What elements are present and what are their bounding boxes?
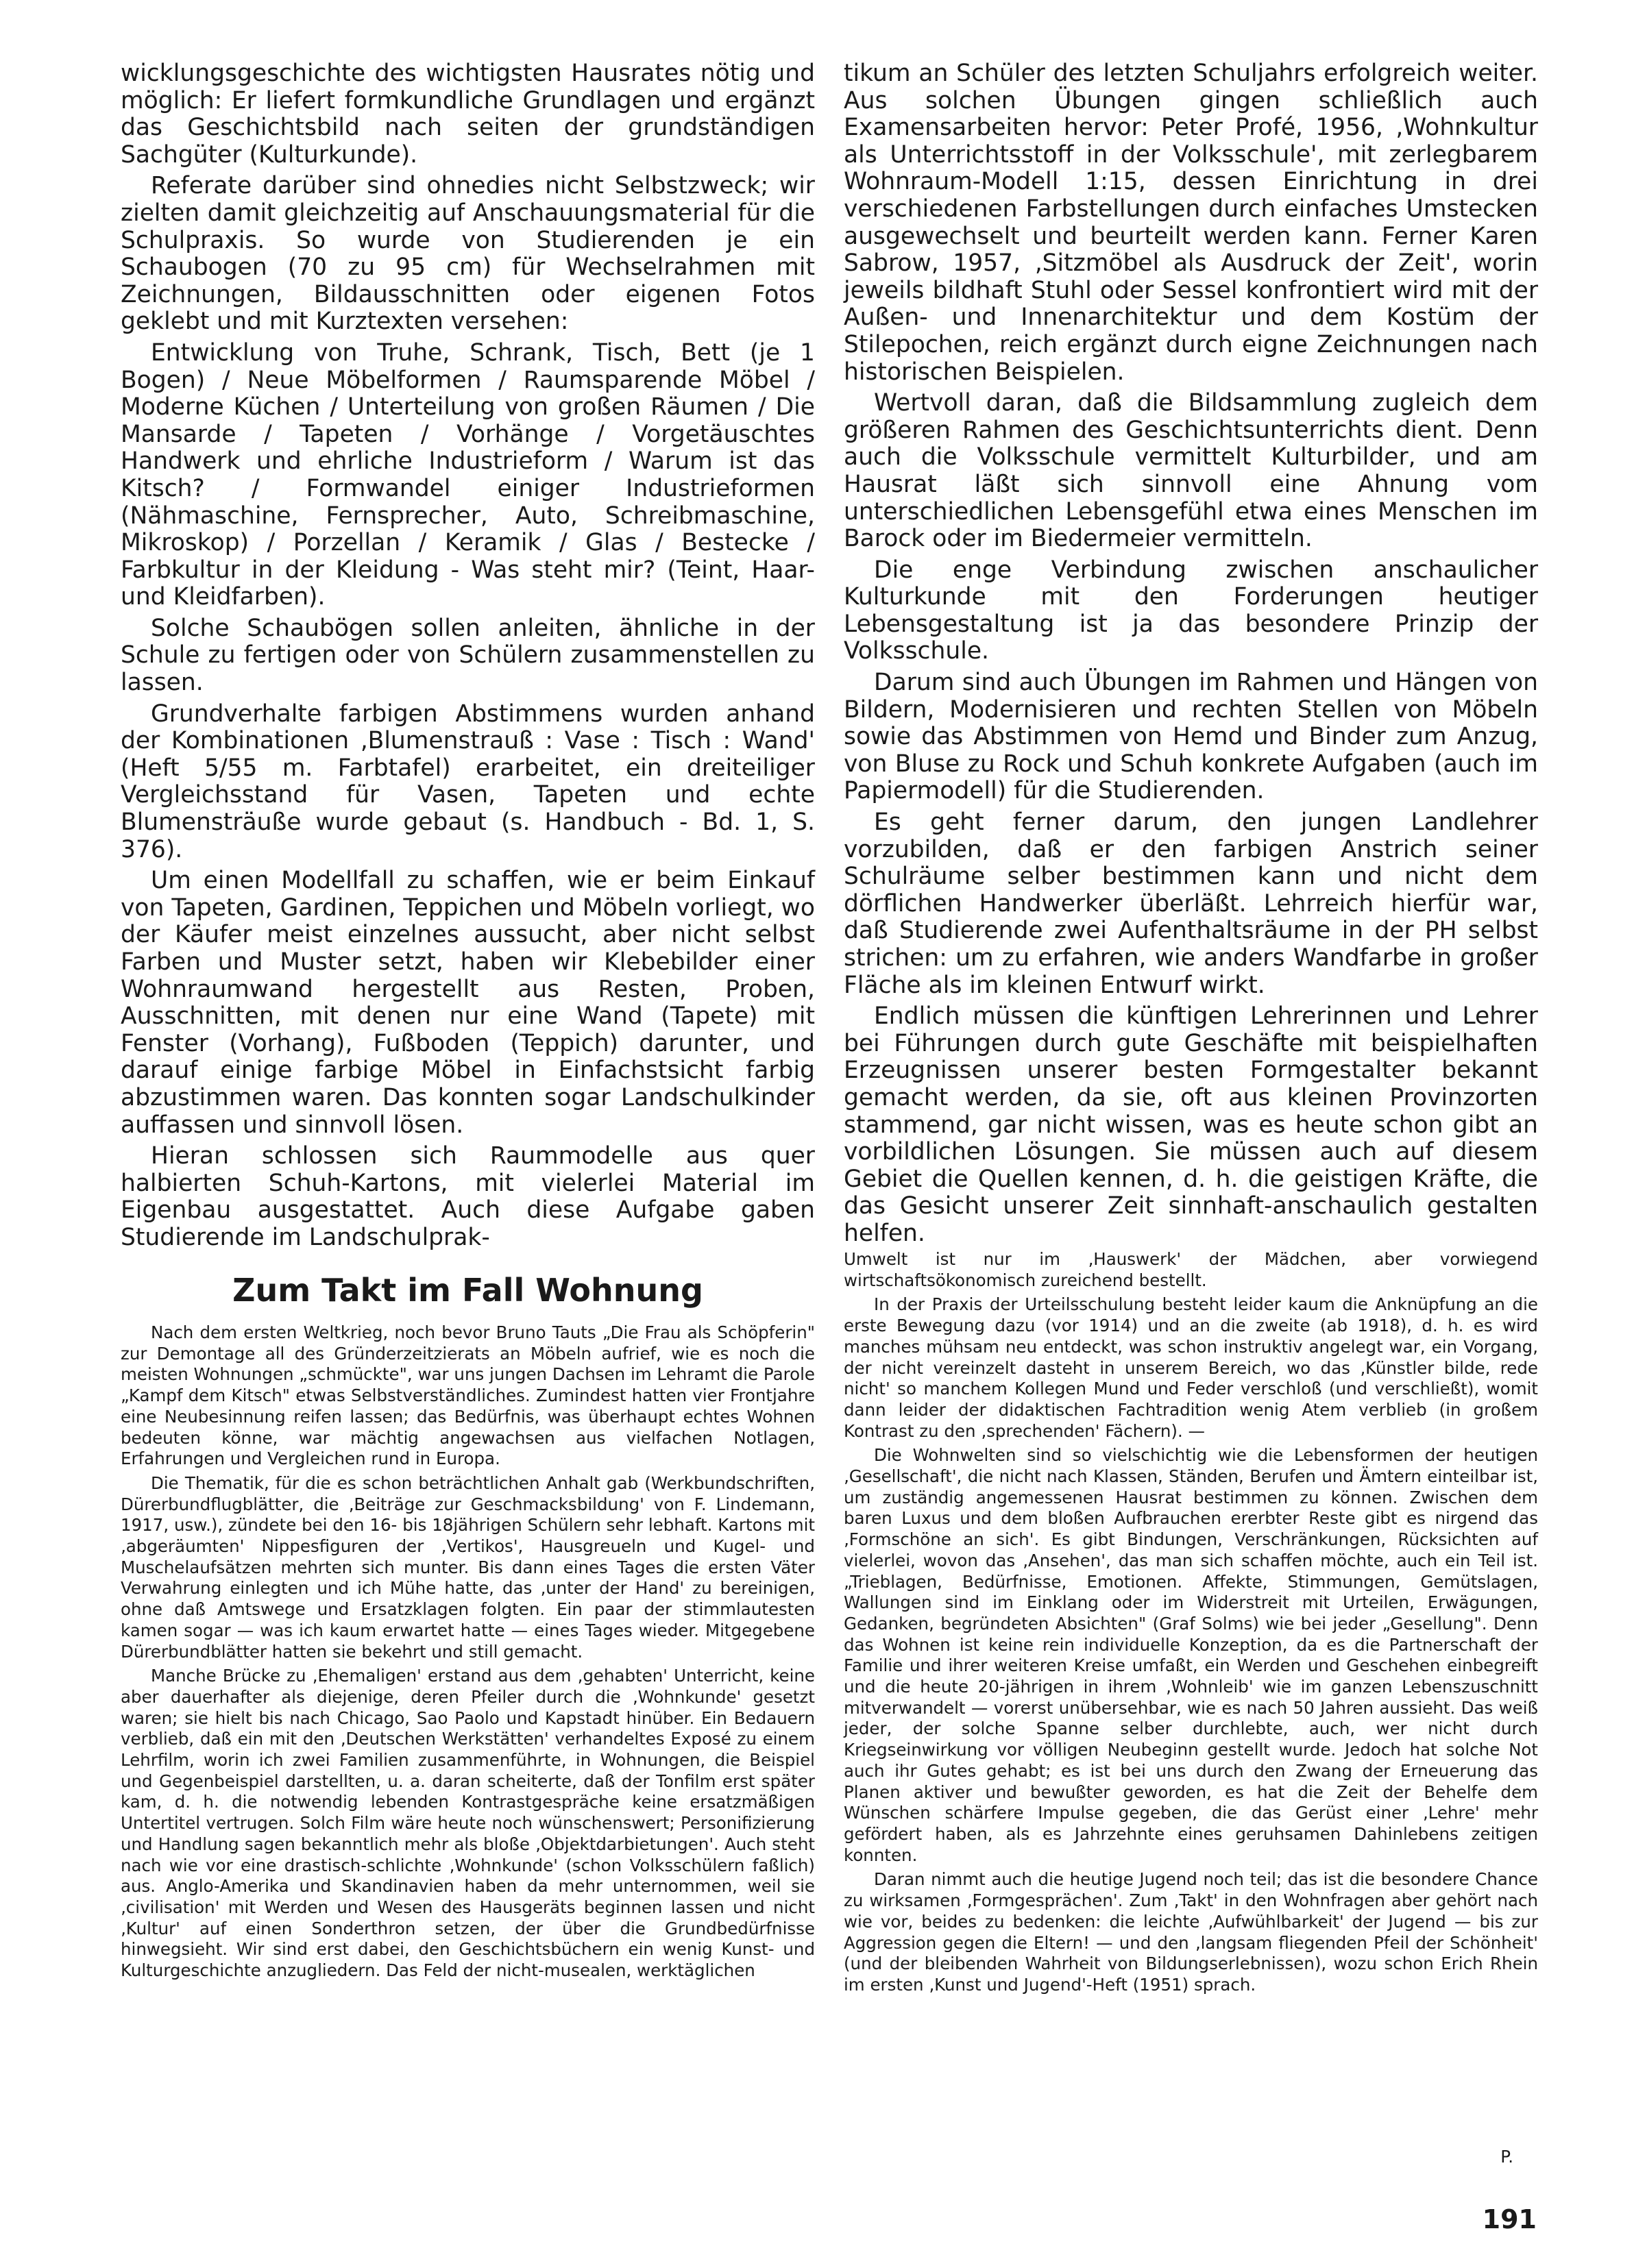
page-number: 191	[1482, 2204, 1537, 2234]
paragraph: Solche Schaubögen sollen anleiten, ähnliche in der Schule zu fertigen oder von Schülern zusammenstellen zu lassen.	[121, 614, 815, 697]
paragraph: Entwicklung von Truhe, Schrank, Tisch, Bett (je 1 Bogen) / Neue Möbelformen / Raumsparende Möbel / Moderne Küchen / Unterteilung von großen Räumen / Die Mansarde / Tapeten / Vorhänge / Vorgetäuschtes Handwerk und ehrliche Industrieform / Warum ist das Kitsch? / Formwandel einiger Industrieformen (Nähmaschine, Fernsprecher, Auto, Schreibmaschine, Mikroskop) / Porzellan / Keramik / Glas / Bestecke / Farbkultur in der Kleidung - Was steht mir? (Teint, Haar- und Kleidfarben).	[121, 338, 815, 611]
paragraph: Wertvoll daran, daß die Bildsammlung zugleich dem größeren Rahmen des Geschichtsunterrichts dient. Denn auch die Volksschule vermittelt Kulturbilder, und am Hausrat läßt sich sinnvoll eine Ahnung vom unterschiedlichen Lebensgefühl etwa eines Menschen im Barock oder im Biedermeier vermitteln.	[844, 389, 1538, 553]
paragraph: Manche Brücke zu ‚Ehemaligen' erstand aus dem ‚gehabten' Unterricht, keine aber dauerhafter als diejenige, deren Pfeiler durch die ‚Wohnkunde' gesetzt waren; sie hielt bis nach Chicago, Sao Paolo und Kapstadt hinüber. Ein Bedauern verblieb, daß ein mit den ‚Deutschen Werkstätten' verhandeltes Exposé zu einem Lehrfilm, worin ich zwei Familien zusammenführte, in Wohnungen, die Beispiel und Gegenbeispiel darstellten, u. a. daran scheiterte, daß der Tonfilm erst später kam, d. h. die notwendig lebenden Kontrastgespräche keine ersatzmäßigen Untertitel vertrugen. Solch Film wäre heute noch wünschenswert; Personifizierung und Handlung sagen bekanntlich mehr als bloße ‚Objektdarbietungen'. Auch steht nach wie vor eine drastisch-schlichte ‚Wohnkunde' (schon Volksschülern faßlich) aus. Anglo-Amerika und Skandinavien haben da mehr unternommen, weil sie ‚civilisation' mit Werden und Wesen des Hausgeräts beginnen lassen und nicht ‚Kultur' auf einen Sonderthron setzen, der über die Grundbedürfnisse hinwegsieht. Wir sind erst dabei, den Geschichtsbüchern ein wenig Kunst- und Kulturgeschichte anzugliedern. Das Feld der nicht-musealen, werktäglichen	[121, 1666, 815, 1981]
paragraph: Um einen Modellfall zu schaffen, wie er beim Einkauf von Tapeten, Gardinen, Teppichen und Möbeln vorliegt, wo der Käufer meist einzelnes aussucht, aber nicht selbst Farben und Muster setzt, haben wir Klebebilder einer Wohnraumwand hergestellt aus Resten, Proben, Ausschnitten, mit denen nur eine Wand (Tapete) mit Fenster (Vorhang), Fußboden (Teppich) darunter, und darauf einige farbige Möbel in Einfachstsicht farbig abzustimmen waren. Das konnten sogar Landschulkinder auffassen und sinnvoll lösen.	[121, 867, 815, 1139]
paragraph: Daran nimmt auch die heutige Jugend noch teil; das ist die besondere Chance zu wirksamen ‚Formgesprächen'. Zum ‚Takt' in den Wohnfragen aber gehört nach wie vor, beides zu bedenken: die leichte ‚Aufwühlbarkeit' der Jugend — bis zur Aggression gegen die Eltern! — und den ‚langsam fliegenden Pfeil der Schönheit' (und der bleibenden Wahrheit von Bildungserlebnissen), wozu schon Erich Rhein im ersten ‚Kunst und Jugend'-Heft (1951) sprach.	[844, 1869, 1538, 1995]
paragraph: Umwelt ist nur im ‚Hauswerk' der Mädchen, aber vorwiegend wirtschaftsökonomisch zureichend bestellt.	[844, 1249, 1538, 1290]
bottom-left-column	[121, 1322, 815, 1985]
paragraph: Grundverhalte farbigen Abstimmens wurden anhand der Kombinationen ‚Blumenstrauß : Vase : Tisch : Wand' (Heft 5/55 m. Farbtafel) erarbeitet, ein dreiteiliger Vergleichsstand für Vasen, Tapeten und echte Blumensträuße wurde gebaut (s. Handbuch - Bd. 1, S. 376).	[121, 700, 815, 863]
section-title: Zum Takt im Fall Wohnung	[232, 1272, 703, 1309]
paragraph: Es geht ferner darum, den jungen Landlehrer vorzubilden, daß er den farbigen Anstrich seiner Schulräume selber bestimmen kann und nicht dem dörflichen Handwerker überläßt. Lehrreich hierfür war, daß Studierende zwei Aufenthaltsräume in der PH selbst strichen: um zu erfahren, wie anders Wandfarbe in großer Fläche als im kleinen Entwurf wirkt.	[844, 809, 1538, 999]
author-signature: P.	[1500, 2147, 1513, 2167]
paragraph: Hieran schlossen sich Raummodelle aus quer halbierten Schuh-Kartons, mit vielerlei Material im Eigenbau ausgestattet. Auch diese Aufgabe gaben Studierende im Landschulprak-	[121, 1142, 815, 1251]
bottom-right-column	[844, 1249, 1538, 1999]
paragraph: Darum sind auch Übungen im Rahmen und Hängen von Bildern, Modernisieren und rechten Stellen von Möbeln sowie das Abstimmen von Hemd und Binder zum Anzug, von Bluse zu Rock und Schuh konkrete Aufgaben (auch im Papiermodell) für die Studierenden.	[844, 669, 1538, 805]
paragraph: In der Praxis der Urteilsschulung besteht leider kaum die Anknüpfung an die erste Bewegung dazu (vor 1914) und an die zweite (ab 1918), d. h. es wird manches mühsam neu entdeckt, was schon instruktiv angelegt war, ein Vorgang, der nicht vereinzelt dasteht in unserem Bereich, wo das ‚Künstler bilde, rede nicht' so manchem Kollegen Mund und Feder verschloß (und verschließt), womit dann leider der didaktischen Fachtradition wenig Atem verblieb (in großem Kontrast zu den ‚sprechenden' Fächern). —	[844, 1294, 1538, 1441]
paragraph: Die enge Verbindung zwischen anschaulicher Kulturkunde mit den Forderungen heutiger Lebensgestaltung ist ja das besondere Prinzip der Volksschule.	[844, 556, 1538, 665]
top-right-column	[844, 60, 1538, 1252]
paragraph: Referate darüber sind ohnedies nicht Selbstzweck; wir zielten damit gleichzeitig auf Anschauungsmaterial für die Schulpraxis. So wurde von Studierenden je ein Schaubogen (70 zu 95 cm) für Wechselrahmen mit Zeichnungen, Bildausschnitten oder eigenen Fotos geklebt und mit Kurztexten versehen:	[121, 172, 815, 336]
top-left-column	[121, 60, 815, 1256]
paragraph: Die Wohnwelten sind so vielschichtig wie die Lebensformen der heutigen ‚Gesellschaft', die nicht nach Klassen, Ständen, Berufen und Ämtern einteilbar ist, um zuständig angemessenen Hausrat bestimmen zu können. Zwischen dem baren Luxus und dem bloßen Aufbrauchen ererbter Reste gibt es nirgend das ‚Formschöne an sich'. Es gibt Bindungen, Verschränkungen, Rücksichten auf vielerlei, wovon das ‚Ansehen', das man sich schaffen möchte, auch ein Teil ist. „Trieblagen, Bedürfnisse, Emotionen. Affekte, Stimmungen, Gemütslagen, Wallungen sind im Einklang oder im Widerstreit mit Urteilen, Erwägungen, Gedanken, begründeten Absichten" (Graf Solms) wie bei jeder „Gesellung". Denn das Wohnen ist keine rein individuelle Konzeption, da es die Partnerschaft der Familie und ihrer weiteren Kreise umfaßt, ein Werden und Geschehen einbegreift und die heute 20-jährigen in ihrem ‚Wohnleib' wie im ganzen Lebenszuschnitt mitverwandelt — vorerst unübersehbar, wie es nach 50 Jahren aussieht. Das weiß jeder, der solche Spanne selber durchlebte, auch, wer nicht durch Kriegseinwirkung vor völligen Neubeginn gestellt wurde. Jedoch hat solche Not auch ihr Gutes gehabt; es ist bei uns durch den Zwang der Erneuerung das Planen aktiver und bewußter geworden, es hat die Zeit der Behelfe dem Wünschen schärfere Impulse gegeben, die das Gerüst einer ‚Lehre' mehr gefördert haben, als es Jahrzehnte eines geruhsamen Dahinlebens zeitigen konnten.	[844, 1445, 1538, 1865]
paragraph: Endlich müssen die künftigen Lehrerinnen und Lehrer bei Führungen durch gute Geschäfte mit beispielhaften Erzeugnissen unserer besten Formgestalter bekannt gemacht werden, da sie, oft aus kleinen Provinzorten stammend, gar nicht wissen, was es heute schon gibt an vorbildlichen Lösungen. Sie müssen auch auf diesem Gebiet die Quellen kennen, d. h. die geistigen Kräfte, die das Gesicht unserer Zeit sinnhaft-anschaulich gestalten helfen.	[844, 1002, 1538, 1247]
paragraph: Die Thematik, für die es schon beträchtlichen Anhalt gab (Werkbundschriften, Dürerbundflugblätter, die ‚Beiträge zur Geschmacksbildung' von F. Lindemann, 1917, usw.), zündete bei den 16- bis 18jährigen Schülern sehr lebhaft. Kartons mit ‚abgeräumten' Nippesfiguren der ‚Vertikos', Hausgreueln und Kugel- und Muschelaufsätzen mehrten sich munter. Bis dann eines Tages die ersten Väter Verwahrung einlegten und ich Mühe hatte, das ‚unter der Hand' zu bereinigen, ohne daß Amtswege und Ersatzklagen folgten. Ein paar der stimmlautesten kamen sogar — was ich kaum erwartet hatte — eines Tages wieder. Mitgegebene Dürerbundblätter hatten sie bekehrt und still gemacht.	[121, 1472, 815, 1662]
paragraph: tikum an Schüler des letzten Schuljahrs erfolgreich weiter. Aus solchen Übungen gingen schließlich auch Examensarbeiten hervor: Peter Profé, 1956, ‚Wohnkultur als Unterrichtsstoff in der Volksschule', mit zerlegbarem Wohnraum-Modell 1:15, dessen Einrichtung in drei verschiedenen Farbstellungen durch einfaches Umstecken ausgewechselt und beurteilt werden kann. Ferner Karen Sabrow, 1957, ‚Sitzmöbel als Ausdruck der Zeit', worin jeweils bildhaft Stuhl oder Sessel konfrontiert wird mit der Außen- und Innenarchitektur und dem Kostüm der Stilepochen, reich ergänzt durch eigne Zeichnungen nach historischen Beispielen.	[844, 60, 1538, 386]
paragraph: Nach dem ersten Weltkrieg, noch bevor Bruno Tauts „Die Frau als Schöpferin" zur Demontage all des Gründerzeitzierats an Möbeln aufrief, wie es noch die meisten Wohnungen „schmückte", war uns jungen Dachsen im Lehramt die Parole „Kampf dem Kitsch" etwas Selbstverständliches. Zumindest hatten vier Frontjahre eine Neubesinnung reifen lassen; das Bedürfnis, was überhaupt echtes Wohnen bedeuten könne, war mächtig angewachsen aus vielfachen Notlagen, Erfahrungen und Vergleichen rund in Europa.	[121, 1322, 815, 1469]
paragraph: wicklungsgeschichte des wichtigsten Hausrates nötig und möglich: Er liefert formkundliche Grundlagen und ergänzt das Geschichtsbild nach seiten der grundständigen Sachgüter (Kulturkunde).	[121, 60, 815, 169]
